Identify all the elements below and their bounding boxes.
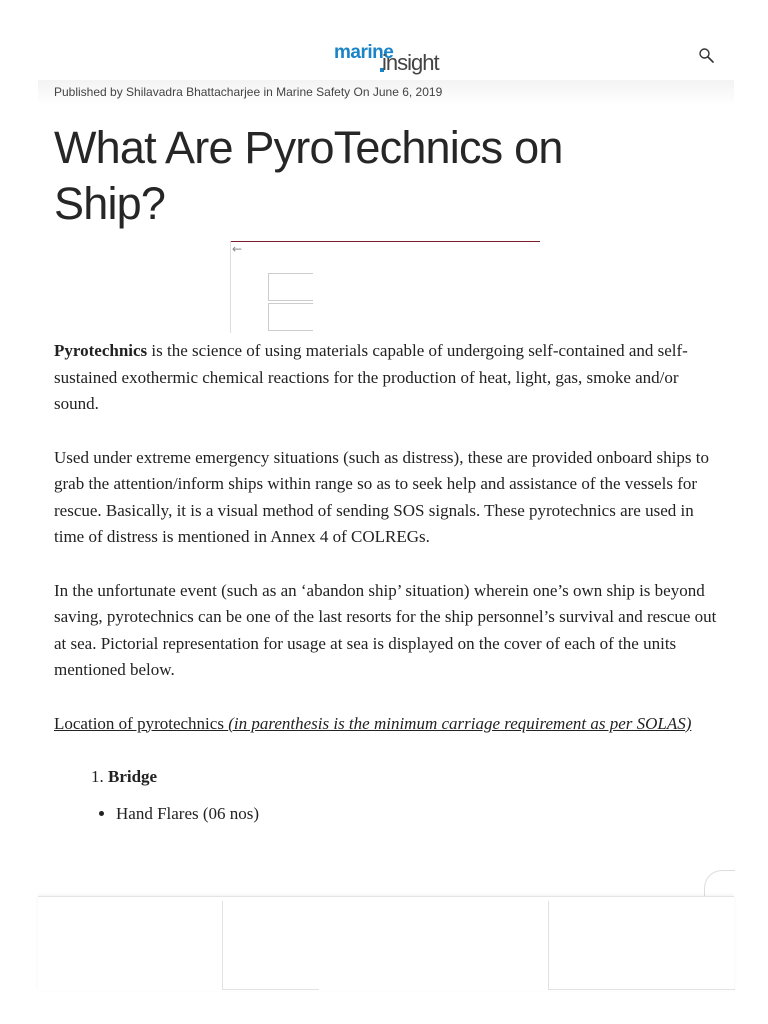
article-title: What Are PyroTechnics on Ship? xyxy=(54,122,563,229)
ad-slot-2 xyxy=(548,901,735,990)
location-list xyxy=(54,764,720,791)
search-icon[interactable] xyxy=(698,47,716,65)
logo-word-insight: insight xyxy=(382,50,439,75)
ad-collapse-tab[interactable] xyxy=(704,870,735,899)
site-logo[interactable] xyxy=(334,42,444,80)
bottom-ad-banner xyxy=(38,896,734,991)
ad-frame xyxy=(230,241,540,333)
post-meta: Published by Shilavadra Bhattacharjee in Marine Safety On June 6, 2019 xyxy=(54,85,443,99)
bridge-items xyxy=(54,801,720,828)
paragraph-1 xyxy=(54,338,720,418)
paragraph-1-text: is the science of using materials capable of undergoing self-contained and self-sustained exothermic chemical reactions for the production of heat, light, gas, smoke and/or sound. xyxy=(54,341,688,413)
paragraph-2: Used under extreme emergency situations (such as distress), these are provided onboard ships to grab the attention/inform ships within range so as to seek help and assistance of the vessels for rescue. Basically, it is a visual method of sending SOS signals. These pyrotechnics are used in time of distress is mentioned in Annex 4 of COLREGs. xyxy=(54,447,709,546)
article-body xyxy=(54,338,720,827)
ad-back-arrow-icon[interactable]: ← xyxy=(232,242,243,256)
paragraph-3: In the unfortunate event (such as an ‘abandon ship’ situation) wherein one’s own ship is beyond saving, pyrotechnics can be one of the last resorts for the ship personnel’s survival and rescue out at sea. Pictorial representation for usage at sea is displayed on the cover of each of the units mentioned below. xyxy=(54,580,717,679)
logo-word-marine: marine xyxy=(334,42,394,63)
list-item: • Hand Flares (06 nos) xyxy=(116,801,720,828)
term-pyrotechnics: Pyrotechnics xyxy=(54,341,148,360)
location-label: Location of pyrotechnics xyxy=(54,713,229,733)
location-note: (in parenthesis is the minimum carriage requirement as per SOLAS) xyxy=(228,713,692,733)
page xyxy=(38,0,734,1024)
ad-placeholder-1 xyxy=(268,273,313,301)
ad-top-border xyxy=(230,241,540,242)
ad-slot-1 xyxy=(222,901,319,990)
post-meta-bar xyxy=(38,80,734,106)
location-bridge: Bridge xyxy=(108,767,158,786)
list-item xyxy=(108,764,720,791)
ad-placeholder-2 xyxy=(268,303,313,331)
location-heading xyxy=(54,711,720,738)
ad-left-border xyxy=(230,241,231,333)
site-header xyxy=(38,0,734,80)
